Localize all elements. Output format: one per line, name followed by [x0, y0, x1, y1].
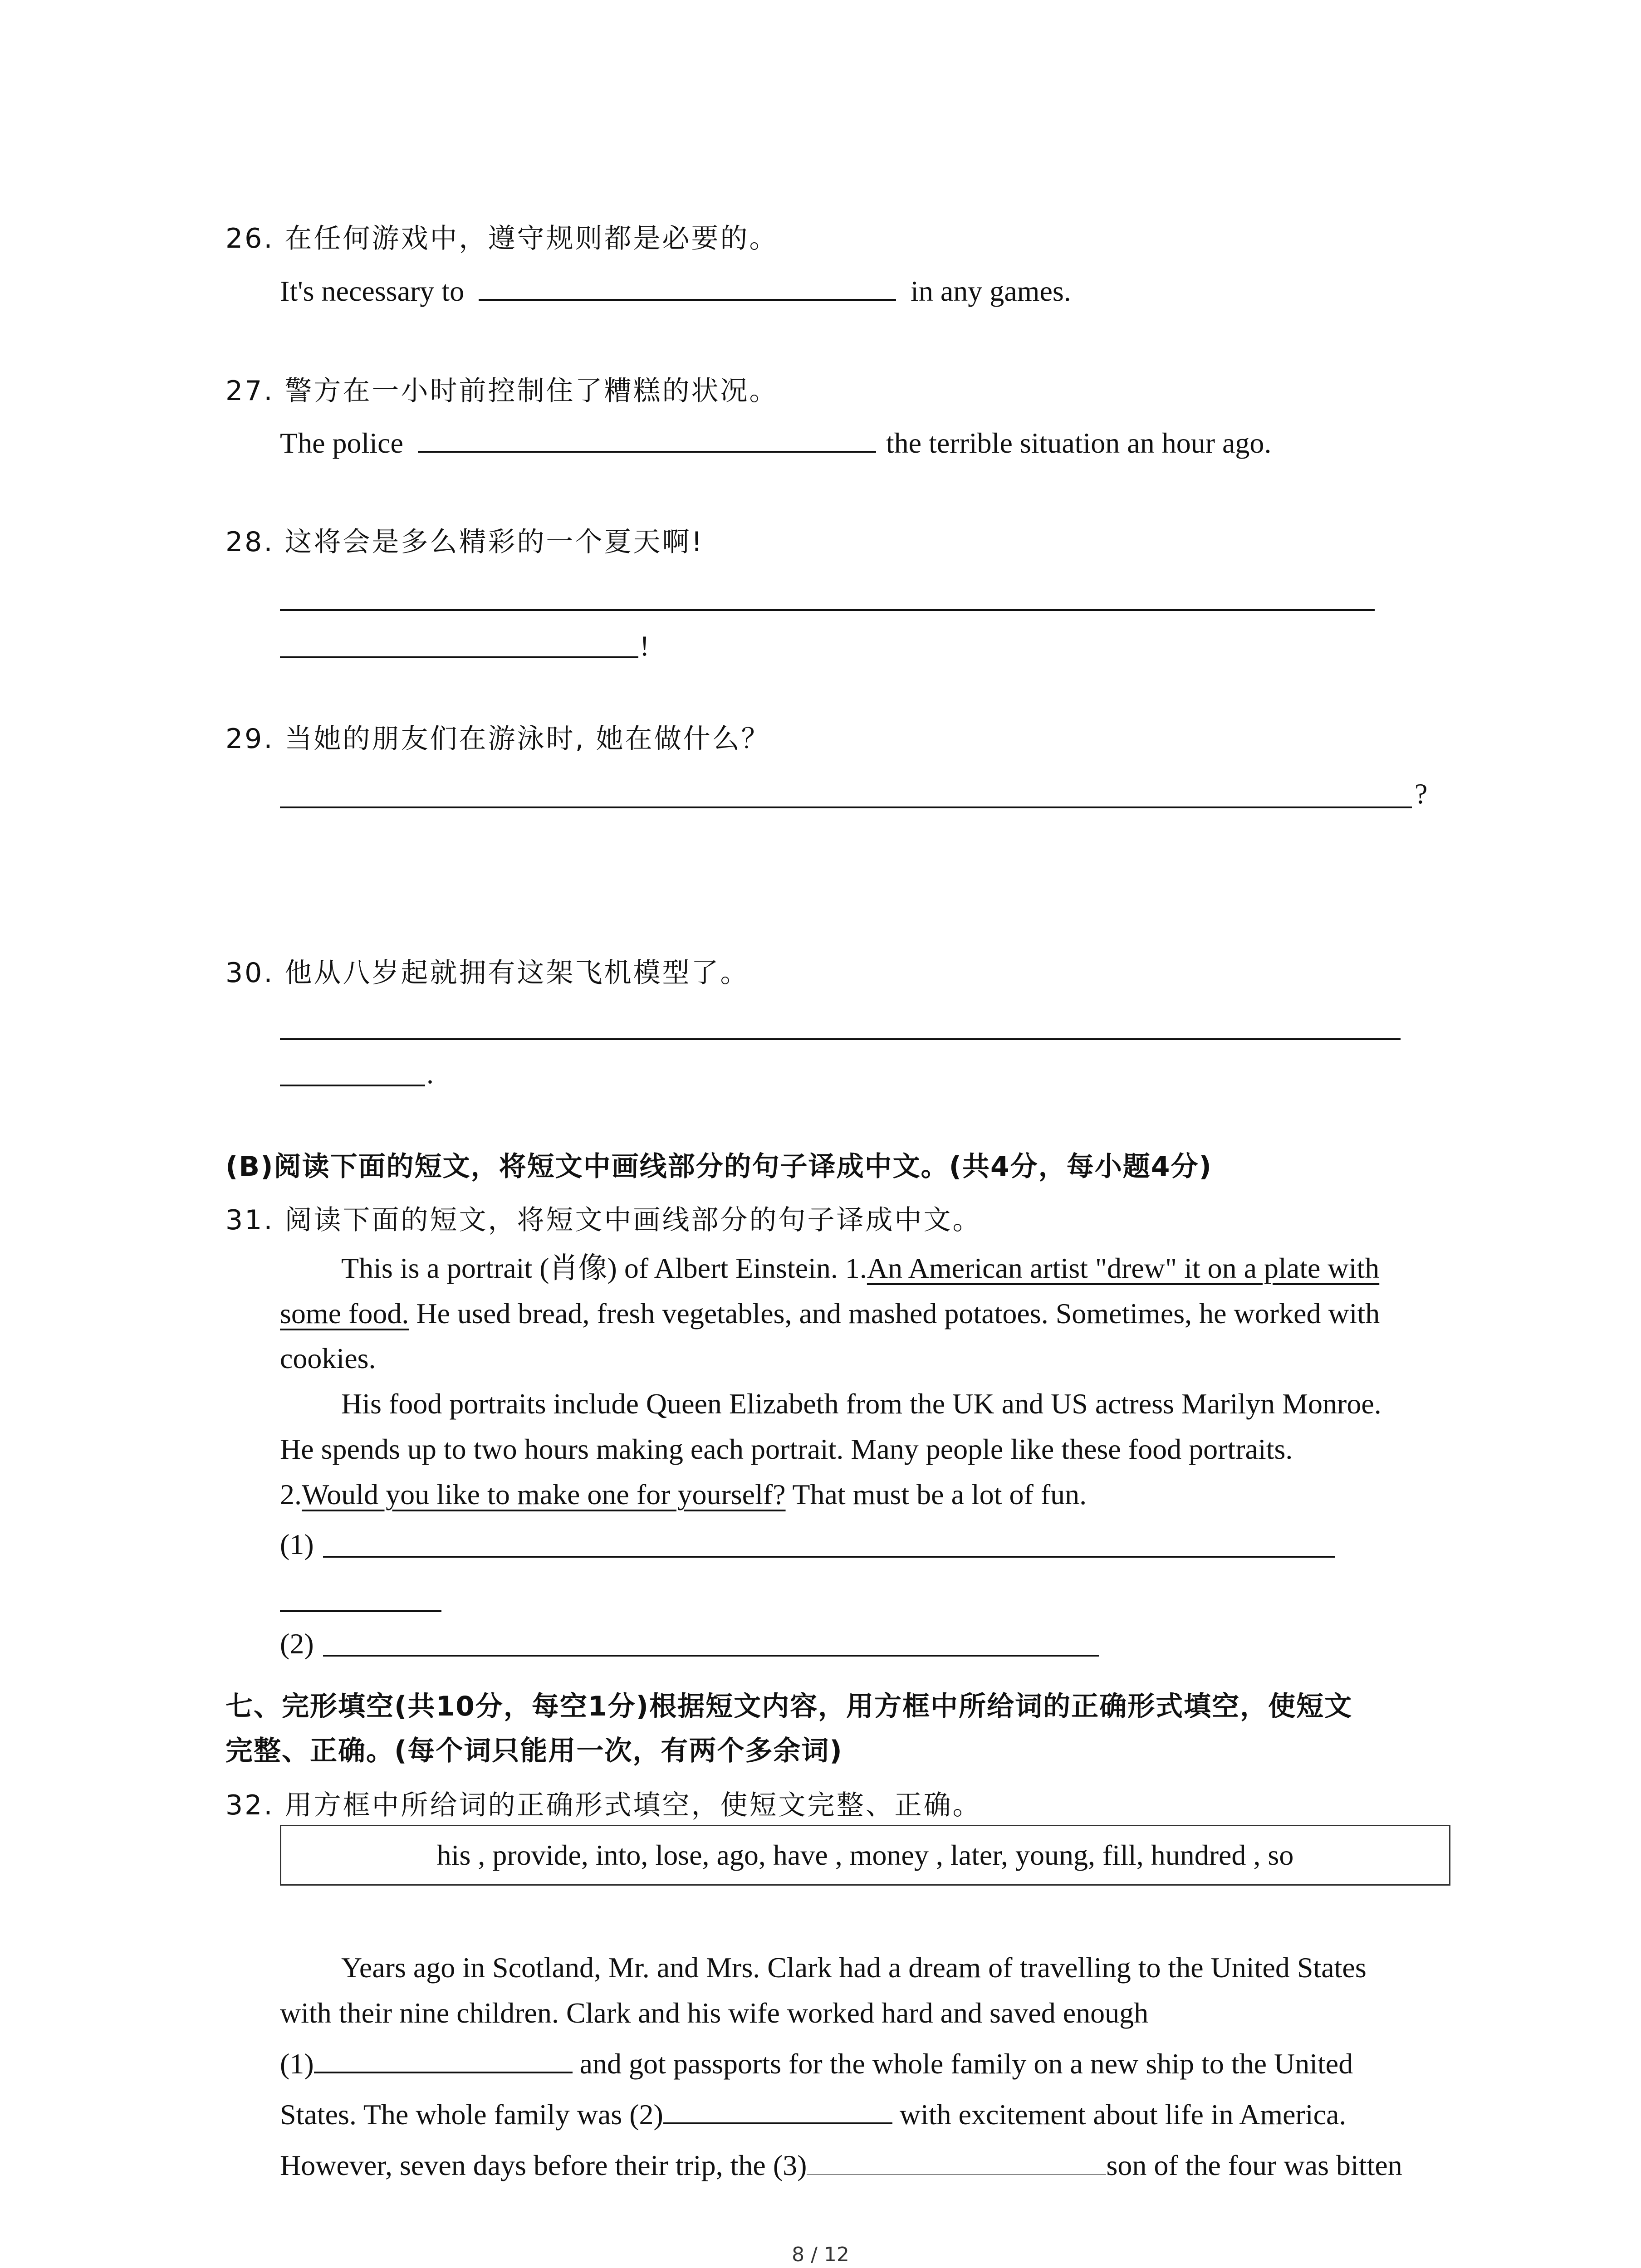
q31-answer-1-line-1[interactable]: [323, 1556, 1335, 1558]
q31-para2-line1: His food portraits include Queen Elizabeth from the UK and US actress Marilyn Monroe.: [341, 1388, 1381, 1420]
q30-answer-line-2[interactable]: [280, 1085, 425, 1086]
q28-answer-line-2[interactable]: [280, 656, 638, 658]
q30-end-mark: .: [426, 1057, 434, 1090]
q32-line4: [280, 2100, 1346, 2129]
q32-line2: with their nine children. Clark and his wife worked hard and saved enough: [280, 1997, 1149, 2029]
q31-underlined-sentence-1a: An American artist "drew" it on a plate with: [867, 1252, 1380, 1284]
q28-end-mark: !: [640, 630, 650, 662]
q32-blank-1[interactable]: [314, 2053, 573, 2073]
q32-line3-text: and got passports for the whole family on a new ship to the United: [572, 2048, 1353, 2080]
q31-sentence-2-number: 2.: [280, 1478, 302, 1510]
q27-prompt: 27. 警方在一小时前控制住了糟糕的状况。: [225, 375, 779, 407]
section-b-heading: (B)阅读下面的短文，将短文中画线部分的句子译成中文。(共4分，每小题4分): [225, 1151, 1212, 1183]
q32-line4-after: with excitement about life in America.: [892, 2098, 1347, 2131]
q31-para3-text: That must be a lot of fun.: [785, 1478, 1087, 1510]
q31-para1-text: He used bread, fresh vegetables, and mashed potatoes. Sometimes, he worked with: [409, 1297, 1380, 1330]
q31-answer-1-label: (1): [280, 1528, 314, 1560]
q27-sentence: [280, 429, 1271, 458]
q31-para3: [280, 1480, 1087, 1509]
q29-end-mark: ?: [1415, 777, 1428, 810]
q32-line5: [280, 2151, 1402, 2180]
q31-answer-2-line[interactable]: [323, 1655, 1099, 1657]
q27-blank[interactable]: [418, 433, 876, 453]
q31-para1-intro: This is a portrait (肖像) of Albert Einstein. 1.: [341, 1252, 867, 1284]
q26-sentence: [280, 277, 1071, 306]
q32-blank-1-label: (1): [280, 2048, 314, 2080]
q28-answer-line-1[interactable]: [280, 609, 1375, 611]
q26-blank[interactable]: [479, 281, 896, 301]
q32-line1: Years ago in Scotland, Mr. and Mrs. Clark had a dream of travelling to the United States: [341, 1951, 1367, 1984]
q32-blank-2[interactable]: [663, 2104, 892, 2124]
q31-para1-line2: [280, 1299, 1380, 1328]
section-7-heading-line1: 七、完形填空(共10分，每空1分)根据短文内容，用方框中所给词的正确形式填空，使短文: [225, 1691, 1353, 1722]
q32-line4-before: States. The whole family was (2): [280, 2098, 663, 2131]
q32-line5-before: However, seven days before their trip, the (3): [280, 2149, 807, 2181]
section-7-heading-line2: 完整、正确。(每个词只能用一次，有两个多余词): [225, 1735, 843, 1767]
q27-before: The police: [280, 427, 403, 459]
q30-prompt: 30. 他从八岁起就拥有这架飞机模型了。: [225, 957, 749, 989]
q31-prompt: 31. 阅读下面的短文，将短文中画线部分的句子译成中文。: [225, 1204, 982, 1236]
q28-prompt: 28. 这将会是多么精彩的一个夏天啊!: [225, 526, 704, 558]
q32-word-list: his , provide, into, lose, ago, have , money , later, young, fill, hundred , so: [436, 1839, 1294, 1871]
q31-para1-line1: [341, 1254, 1379, 1283]
q31-underlined-sentence-2: Would you like to make one for yourself?: [302, 1478, 786, 1510]
q32-word-box: [280, 1825, 1450, 1886]
q26-before: It's necessary to: [280, 275, 465, 307]
q31-answer-1-line-2[interactable]: [280, 1610, 441, 1612]
q30-answer-line-1[interactable]: [280, 1038, 1401, 1040]
q32-prompt: 32. 用方框中所给词的正确形式填空，使短文完整、正确。: [225, 1789, 982, 1821]
q31-para2-line2: He spends up to two hours making each portrait. Many people like these food portraits.: [280, 1433, 1293, 1465]
q31-answer-2-label: (2): [280, 1628, 314, 1660]
q26-after: in any games.: [911, 275, 1071, 307]
q31-para1-line3: cookies.: [280, 1342, 376, 1374]
q29-prompt: 29. 当她的朋友们在游泳时, 她在做什么？: [225, 723, 770, 755]
q26-prompt: 26. 在任何游戏中，遵守规则都是必要的。: [225, 223, 779, 254]
q32-blank-3[interactable]: [807, 2156, 1106, 2175]
page-number: 8 / 12: [792, 2243, 849, 2266]
q31-underlined-sentence-1b: some food.: [280, 1297, 409, 1330]
q32-line3: [280, 2049, 1353, 2078]
q32-line5-after: son of the four was bitten: [1106, 2149, 1402, 2181]
q27-after: the terrible situation an hour ago.: [886, 427, 1272, 459]
q29-answer-line[interactable]: [280, 807, 1412, 808]
